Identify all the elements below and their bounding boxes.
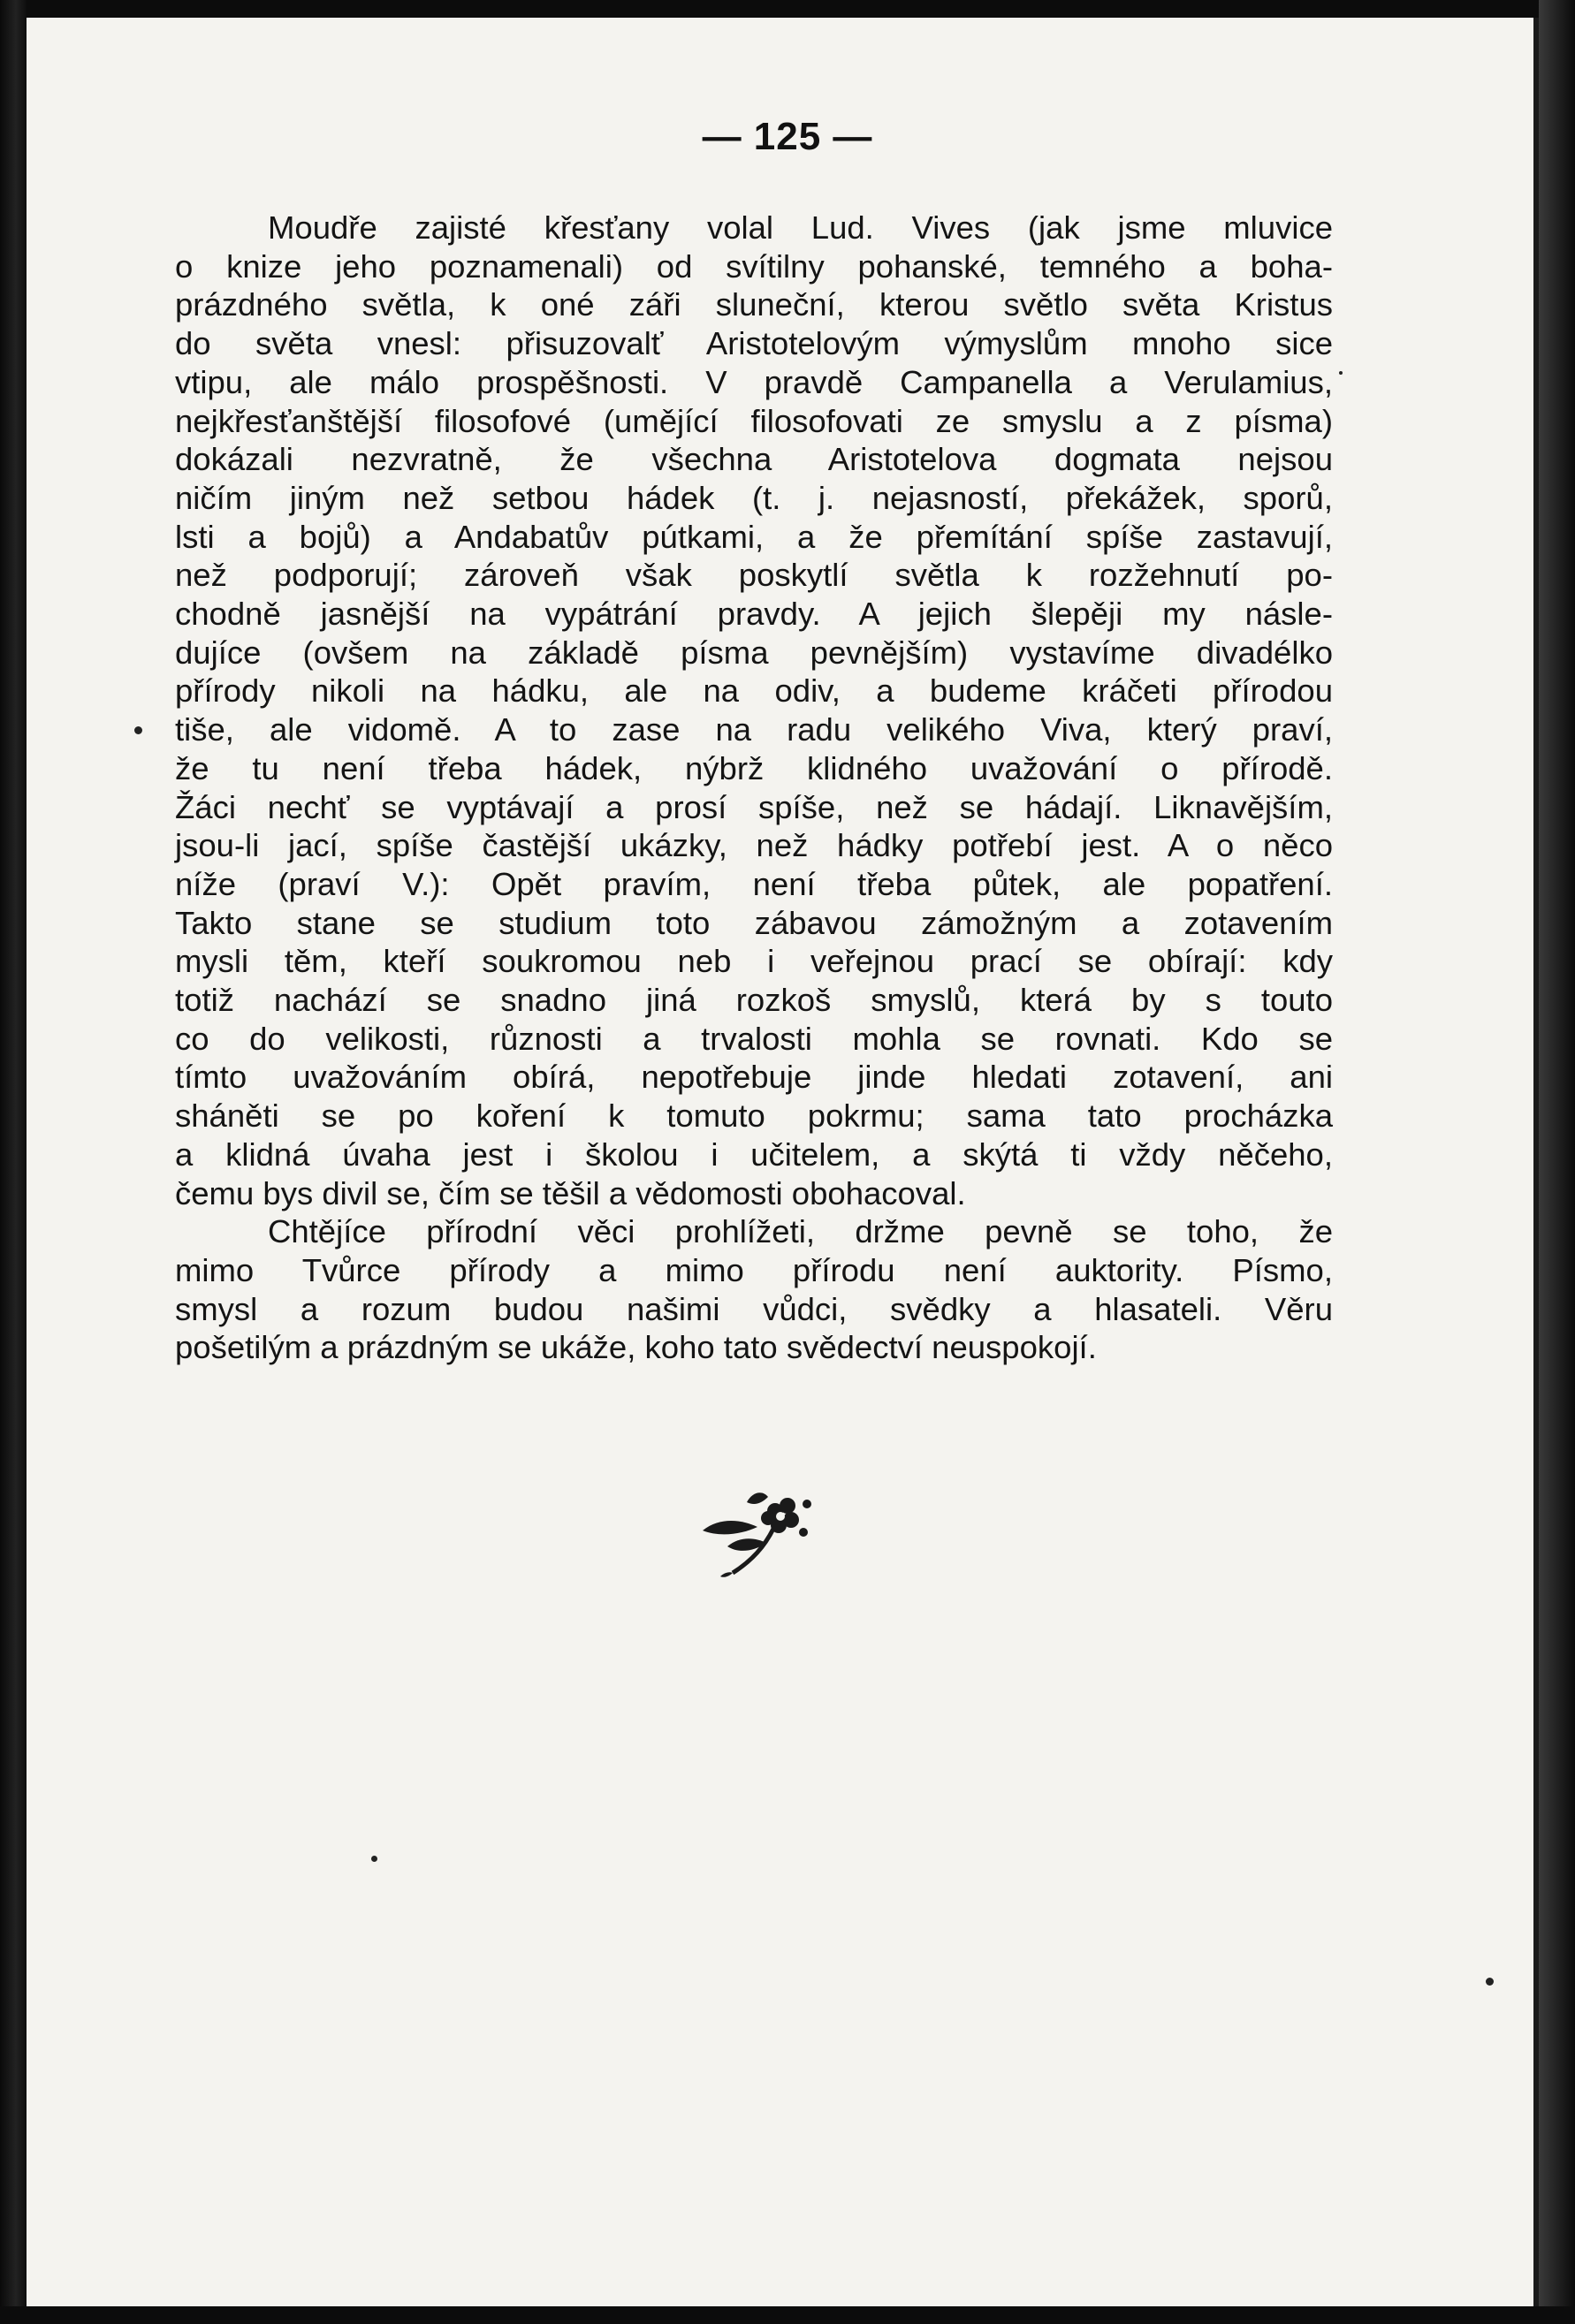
ink-speck — [134, 726, 142, 734]
text-line: vtipu, ale málo prospěšnosti. V pravdě Campanella a Verulamius, — [175, 363, 1333, 400]
text-line: mimo Tvůrce přírody a mimo přírodu není auktority. Písmo, — [175, 1251, 1333, 1288]
text-line: sháněti se po koření k tomuto pokrmu; sama tato procházka — [175, 1097, 1333, 1135]
text-line: chodně jasnější na vypátrání pravdy. A jejich šlepěji my násle- — [175, 596, 1333, 633]
text-line: do světa vnesl: přisuzovalť Aristotelovým výmyslům mnoho sice — [175, 325, 1333, 362]
scan-bottom-border — [0, 2306, 1575, 2324]
ink-speck — [1339, 371, 1343, 375]
text-line: dujíce (ovšem na základě písma pevnějším) vystavíme divadélko — [175, 634, 1333, 671]
text-line: než podporují; zároveň však poskytlí světla k rozžehnutí po- — [175, 557, 1333, 594]
text-line: tímto uvažováním obírá, nepotřebuje jinde hledati zotavení, ani — [175, 1059, 1333, 1096]
text-line: jsou-li jací, spíše častější ukázky, než hádky potřebí jest. A o něco — [175, 827, 1333, 864]
text-line: Moudře zajisté křesťany volal Lud. Vives (jak jsme mluvice — [268, 209, 1333, 246]
text-line: že tu není třeba hádek, nýbrž klidného uvažování o přírodě. — [175, 749, 1333, 786]
text-line: a klidná úvaha jest i školou i učitelem, a skýtá ti vždy něčeho, — [175, 1135, 1333, 1173]
ink-speck — [1486, 1978, 1494, 1986]
text-line: čemu bys divil se, čím se těšil a vědomosti obohacoval. — [175, 1174, 966, 1211]
text-line: přírody nikoli na hádku, ale na odiv, a budeme kráčeti přírodou — [175, 672, 1333, 710]
text-line: mysli těm, kteří soukromou neb i veřejnou prací se obírají: kdy — [175, 943, 1333, 980]
text-line: totiž nachází se snadno jiná rozkoš smyslů, která by s touto — [175, 982, 1333, 1019]
scan-right-border — [1539, 0, 1575, 2324]
text-line: níže (praví V.): Opět pravím, není třeba půtek, ale popatření. — [175, 865, 1333, 902]
text-line: o knize jeho poznamenali) od svítilny pohanské, temného a boha- — [175, 247, 1333, 285]
text-line: dokázali nezvratně, že všechna Aristotelova dogmata nejsou — [175, 441, 1333, 478]
text-line: Takto stane se studium toto zábavou zámožným a zotavením — [175, 904, 1333, 941]
text-line: Chtějíce přírodní věci prohlížeti, držme pevně se toho, že — [268, 1213, 1333, 1250]
body-text — [175, 209, 1333, 1367]
text-line: smysl a rozum budou našimi vůdci, svědky a hlasateli. Věru — [175, 1290, 1333, 1327]
floral-vignette-icon — [694, 1485, 826, 1582]
text-line: ničím jiným než setbou hádek (t. j. nejasností, překážek, sporů, — [175, 479, 1333, 516]
text-line: co do velikosti, různosti a trvalosti mohla se rovnati. Kdo se — [175, 1020, 1333, 1057]
page-number: — 125 — — [702, 115, 873, 158]
ink-speck — [371, 1856, 377, 1862]
text-line: pošetilým a prázdným se ukáže, koho tato svědectví neuspokojí. — [175, 1329, 1097, 1366]
scan-top-border — [0, 0, 1575, 18]
text-line: lsti a bojů) a Andabatův pútkami, a že přemítání spíše zastavují, — [175, 518, 1333, 555]
scan-left-border — [0, 0, 27, 2324]
text-line: prázdného světla, k oné záři sluneční, kterou světlo světa Kristus — [175, 286, 1333, 323]
text-line: tiše, ale vidomě. A to zase na radu velikého Viva, který praví, — [175, 711, 1333, 748]
text-line: Žáci nechť se vyptávají a prosí spíše, než se hádají. Liknavějším, — [175, 788, 1333, 825]
text-line: nejkřesťanštější filosofové (umějící filosofovati ze smyslu a z písma) — [175, 402, 1333, 439]
